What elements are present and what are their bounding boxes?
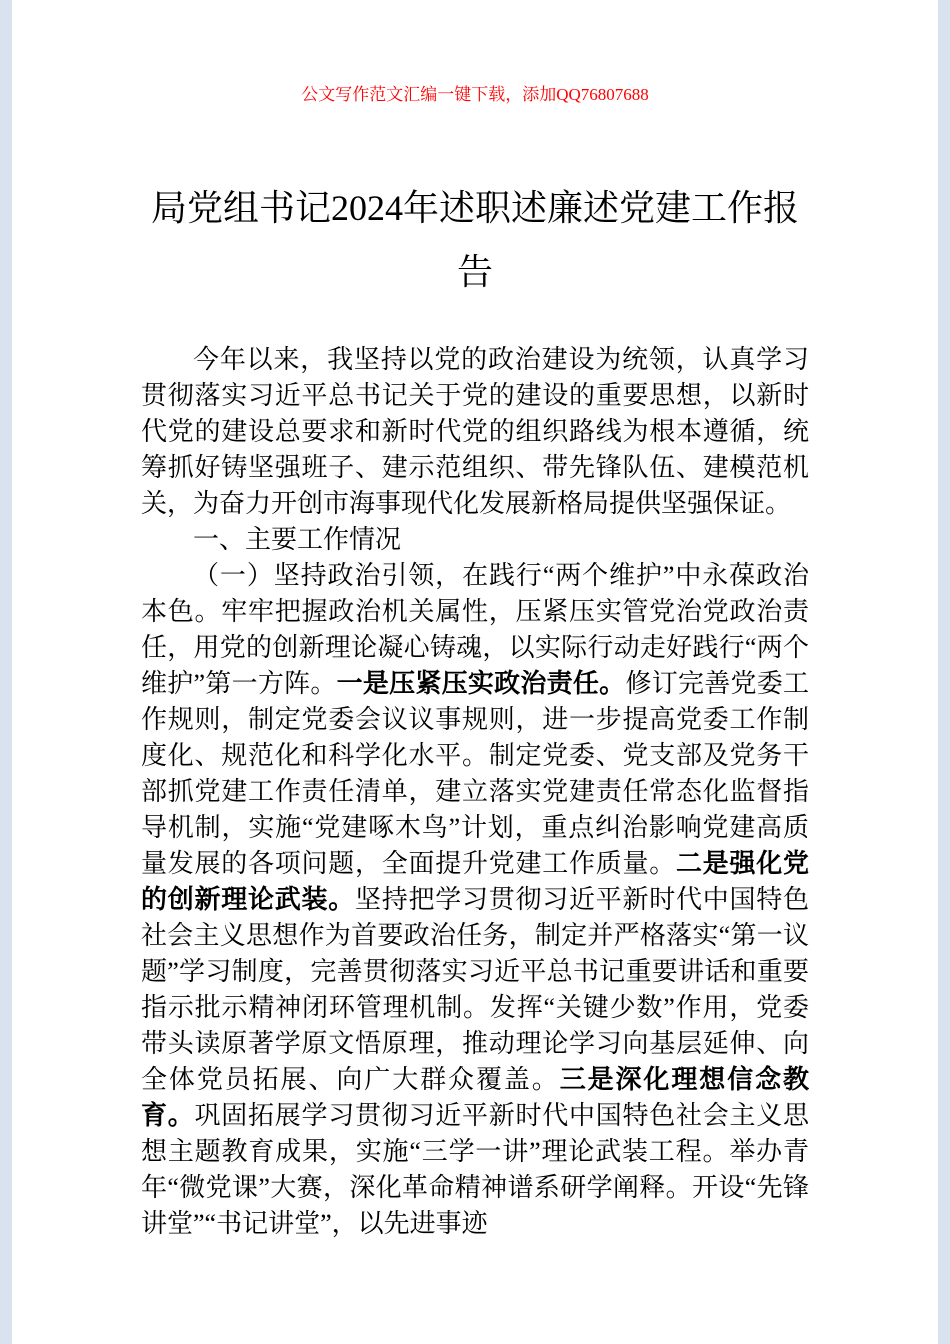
text-run: 一、主要工作情况 — [193, 525, 402, 554]
text-run: 修订完善党委工作规则，制定党委会议议事规则，进一步提高党委工作制度化、规范化和科学化水平。制定党委、党支部及党务干部抓党建工作责任清单，建立落实党建责任常态化监督指导机制，实施“党建啄木鸟”计划，重点纠治影响党建高质量发展的各项问题，全面提升党建工作质量。 — [141, 669, 809, 878]
text-run: 巩固拓展学习贯彻习近平新时代中国特色社会主义思想主题教育成果，实施“三学一讲”理论武装工程。举办青年“微党课”大赛，深化革命精神谱系研学阐释。开设“先锋讲堂”“书记讲堂”，以先进事迹 — [141, 1101, 809, 1238]
document-page — [12, 0, 938, 1344]
text-run: （一）坚持政治引领，在践行“两个维护”中永葆政治本色。牢牢把握政治机关属性，压紧压实管党治党政治责任，用党的创新理论凝心铸魂，以实际行动走好践行“两个维护”第一方阵。 — [141, 561, 809, 698]
text-run: 今年以来，我坚持以党的政治建设为统领，认真学习贯彻落实习近平总书记关于党的建设的重要思想，以新时代党的建设总要求和新时代党的组织路线为根本遵循，统筹抓好铸坚强班子、建示范组织、带先锋队伍、建模范机关，为奋力开创市海事现代化发展新格局提供坚强保证。 — [141, 345, 809, 518]
paragraph — [141, 558, 809, 1242]
paragraph — [141, 342, 809, 522]
text-run: 坚持把学习贯彻习近平新时代中国特色社会主义思想作为首要政治任务，制定并严格落实“第一议题”学习制度，完善贯彻落实习近平总书记重要讲话和重要指示批示精神闭环管理机制。发挥“关键少数”作用，党委带头读原著学原文悟原理，推动理论学习向基层延伸、向全体党员拓展、向广大群众覆盖。 — [141, 885, 809, 1094]
header-notice: 公文写作范文汇编一键下载，添加QQ76807688 — [301, 85, 649, 104]
bold-run: 二是强化党的创新理论武装。 — [141, 849, 809, 914]
bold-run: 一是压紧压实政治责任。 — [336, 669, 626, 698]
document-title: 局党组书记2024年述职述廉述党建工作报告 — [150, 188, 799, 292]
bold-run: 三是深化理想信念教育。 — [141, 1065, 809, 1130]
document-body — [141, 342, 809, 1242]
paragraph — [141, 522, 809, 558]
